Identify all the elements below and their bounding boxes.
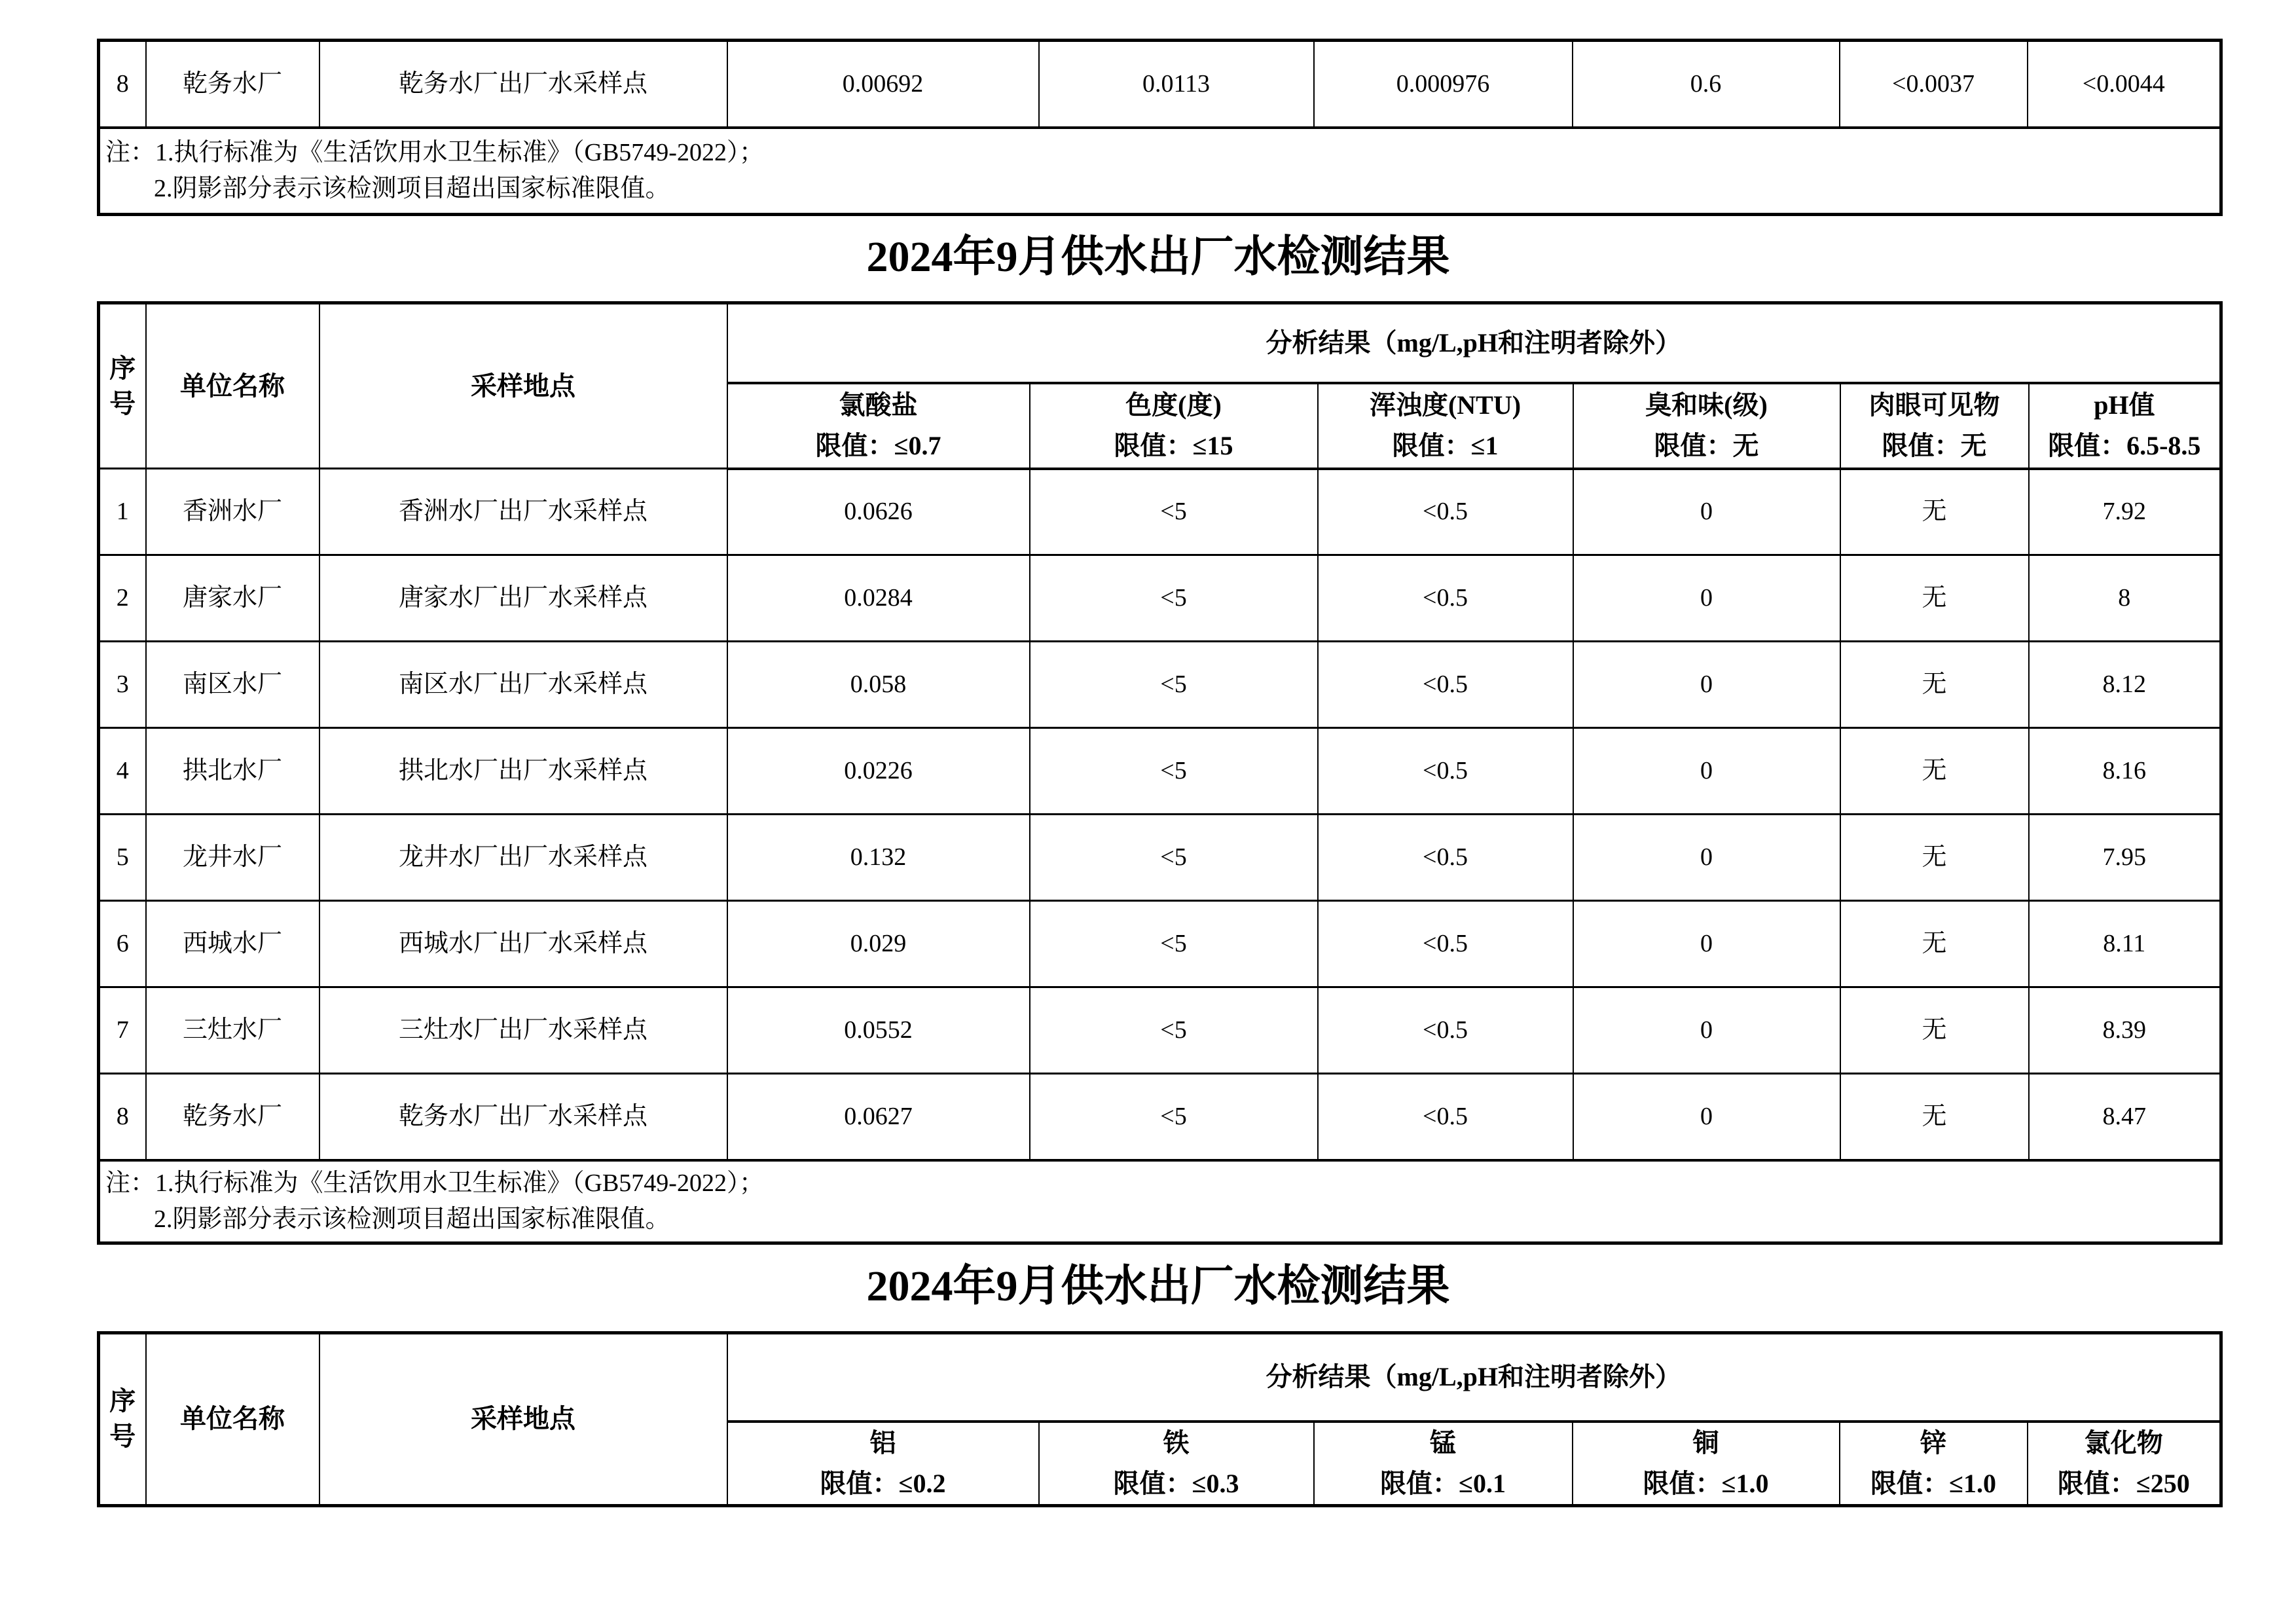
- param-header-color: [1030, 383, 1318, 469]
- param-limit: 限值：无: [1654, 431, 1759, 460]
- cell-value: 无: [1840, 555, 2029, 642]
- param-header-copper: [1573, 1422, 1840, 1506]
- cell-value: <0.5: [1318, 469, 1573, 555]
- cell-seq: 4: [99, 728, 146, 815]
- cell-unit: 拱北水厂: [146, 728, 319, 815]
- cell-value: 无: [1840, 1074, 2029, 1160]
- col-header-unit: 单位名称: [146, 303, 319, 469]
- page-title: 2024年9月供水出厂水检测结果: [866, 1262, 1450, 1310]
- page-title: 2024年9月供水出厂水检测结果: [866, 233, 1450, 281]
- param-name: 色度(度): [1125, 390, 1222, 420]
- param-name: 锌: [1920, 1427, 1946, 1458]
- param-header-iron: [1039, 1422, 1314, 1506]
- cell-location: 唐家水厂出厂水采样点: [319, 555, 727, 642]
- note-row: [99, 1160, 2221, 1243]
- cell-value: <5: [1030, 815, 1318, 901]
- cell-value: <5: [1030, 728, 1318, 815]
- param-limit: 限值：≤1: [1392, 431, 1499, 460]
- cell-value: 0.058: [727, 642, 1030, 728]
- cell-value: 0.0113: [1039, 41, 1314, 128]
- cell-unit: 三灶水厂: [146, 987, 319, 1074]
- param-limit: 限值：≤0.7: [815, 431, 941, 460]
- cell-value: <0.5: [1318, 1074, 1573, 1160]
- param-limit: 限值：≤1.0: [1870, 1468, 1996, 1498]
- cell-value: 无: [1840, 815, 2029, 901]
- note-line-2: 2.阴影部分表示该检测项目超出国家标准限值。: [154, 174, 670, 202]
- cell-value: 无: [1840, 728, 2029, 815]
- header-row-top: [99, 1333, 2221, 1422]
- cell-seq: 8: [99, 41, 146, 128]
- cell-value: 8.39: [2029, 987, 2221, 1074]
- cell-value: 0: [1573, 815, 1840, 901]
- param-header-chloride: [2028, 1422, 2221, 1506]
- param-name: 铝: [869, 1427, 896, 1458]
- cell-value: <0.5: [1318, 642, 1573, 728]
- cell-unit: 南区水厂: [146, 642, 319, 728]
- cell-seq: 6: [99, 901, 146, 987]
- cell-value: 0: [1573, 555, 1840, 642]
- cell-unit: 乾务水厂: [146, 41, 319, 128]
- cell-value: 8.11: [2029, 901, 2221, 987]
- cell-unit: 乾务水厂: [146, 1074, 319, 1160]
- header-row-top: [99, 303, 2221, 383]
- cell-location: 西城水厂出厂水采样点: [319, 901, 727, 987]
- note-line-1: 注：1.执行标准为《生活饮用水卫生标准》（GB5749-2022）；: [105, 1169, 764, 1197]
- table-row: [99, 41, 2221, 128]
- cell-seq: 5: [99, 815, 146, 901]
- param-name: pH值: [2094, 390, 2155, 420]
- notes-cell: [99, 1160, 2221, 1243]
- cell-value: 0.0627: [727, 1074, 1030, 1160]
- cell-unit: 香洲水厂: [146, 469, 319, 555]
- cell-value: 无: [1840, 987, 2029, 1074]
- cell-value: 0.000976: [1314, 41, 1573, 128]
- param-header-turbidity: [1318, 383, 1573, 469]
- cell-value: <5: [1030, 901, 1318, 987]
- cell-value: <0.5: [1318, 815, 1573, 901]
- cell-value: 8.47: [2029, 1074, 2221, 1160]
- cell-value: 0: [1573, 1074, 1840, 1160]
- cell-value: <0.5: [1318, 555, 1573, 642]
- col-header-location: 采样地点: [319, 1333, 727, 1506]
- param-name: 氯化物: [2084, 1427, 2163, 1458]
- table-row: [99, 1074, 2221, 1160]
- cell-value: 0: [1573, 987, 1840, 1074]
- cell-value: <0.0044: [2028, 41, 2221, 128]
- param-name: 铁: [1163, 1427, 1190, 1458]
- cell-value: 7.92: [2029, 469, 2221, 555]
- param-name: 臭和味(级): [1645, 390, 1768, 420]
- cell-unit: 西城水厂: [146, 901, 319, 987]
- notes-cell: [99, 128, 2221, 215]
- param-name: 浑浊度(NTU): [1369, 390, 1522, 420]
- cell-value: 0: [1573, 728, 1840, 815]
- cell-location: 龙井水厂出厂水采样点: [319, 815, 727, 901]
- col-header-location: 采样地点: [319, 303, 727, 469]
- cell-seq: 8: [99, 1074, 146, 1160]
- cell-seq: 7: [99, 987, 146, 1074]
- cell-value: 7.95: [2029, 815, 2221, 901]
- table-row: [99, 469, 2221, 555]
- cell-value: 0.0226: [727, 728, 1030, 815]
- cell-value: 0.00692: [727, 41, 1039, 128]
- notes-block: [100, 131, 2219, 211]
- cell-value: <0.5: [1318, 728, 1573, 815]
- param-header-odor: [1573, 383, 1840, 469]
- cell-value: 无: [1840, 469, 2029, 555]
- cell-seq: 2: [99, 555, 146, 642]
- col-header-analysis: 分析结果（mg/L,pH和注明者除外）: [727, 1333, 2221, 1422]
- cell-value: 8.12: [2029, 642, 2221, 728]
- param-name: 肉眼可见物: [1868, 390, 2000, 420]
- cell-value: 0: [1573, 469, 1840, 555]
- col-header-seq: 序号: [99, 1333, 146, 1506]
- param-limit: 限值：≤15: [1114, 431, 1233, 460]
- col-header-analysis: 分析结果（mg/L,pH和注明者除外）: [727, 303, 2221, 383]
- cell-value: <5: [1030, 469, 1318, 555]
- table-main: [97, 301, 2223, 1245]
- cell-value: 0.132: [727, 815, 1030, 901]
- cell-value: <5: [1030, 987, 1318, 1074]
- cell-value: 0.6: [1573, 41, 1840, 128]
- table-row: [99, 901, 2221, 987]
- cell-value: <5: [1030, 555, 1318, 642]
- param-limit: 限值：≤0.1: [1380, 1468, 1506, 1498]
- table-row: [99, 642, 2221, 728]
- note-line-2: 2.阴影部分表示该检测项目超出国家标准限值。: [154, 1205, 670, 1233]
- cell-seq: 3: [99, 642, 146, 728]
- param-header-chlorate: [727, 383, 1030, 469]
- cell-value: 8: [2029, 555, 2221, 642]
- cell-unit: 龙井水厂: [146, 815, 319, 901]
- cell-value: 无: [1840, 901, 2029, 987]
- param-header-manganese: [1314, 1422, 1573, 1506]
- table-row: [99, 555, 2221, 642]
- param-header-aluminum: [727, 1422, 1039, 1506]
- notes-block: [100, 1162, 2219, 1241]
- param-limit: 限值：≤0.3: [1113, 1468, 1239, 1498]
- cell-location: 乾务水厂出厂水采样点: [319, 1074, 727, 1160]
- cell-value: 0: [1573, 901, 1840, 987]
- cell-location: 拱北水厂出厂水采样点: [319, 728, 727, 815]
- table-row: [99, 815, 2221, 901]
- cell-location: 三灶水厂出厂水采样点: [319, 987, 727, 1074]
- col-header-seq: 序号: [99, 303, 146, 469]
- cell-unit: 唐家水厂: [146, 555, 319, 642]
- cell-value: 0.029: [727, 901, 1030, 987]
- param-limit: 限值：≤0.2: [820, 1468, 946, 1498]
- param-limit: 限值：≤250: [2057, 1468, 2190, 1498]
- cell-location: 乾务水厂出厂水采样点: [319, 41, 727, 128]
- cell-value: 0.0284: [727, 555, 1030, 642]
- table-partial-bottom: [97, 1331, 2223, 1507]
- note-row: [99, 128, 2221, 215]
- cell-value: 0.0626: [727, 469, 1030, 555]
- table-partial-top: [97, 39, 2223, 216]
- param-name: 铜: [1692, 1427, 1719, 1458]
- param-limit: 限值：6.5-8.5: [2048, 431, 2201, 460]
- param-header-zinc: [1840, 1422, 2028, 1506]
- cell-location: 南区水厂出厂水采样点: [319, 642, 727, 728]
- param-limit: 限值：无: [1882, 431, 1987, 460]
- cell-value: 0: [1573, 642, 1840, 728]
- cell-value: 无: [1840, 642, 2029, 728]
- param-header-ph: [2029, 383, 2221, 469]
- cell-value: <5: [1030, 1074, 1318, 1160]
- cell-value: <5: [1030, 642, 1318, 728]
- param-name: 锰: [1430, 1427, 1456, 1458]
- cell-value: 8.16: [2029, 728, 2221, 815]
- col-header-unit: 单位名称: [146, 1333, 319, 1506]
- cell-seq: 1: [99, 469, 146, 555]
- cell-value: 0.0552: [727, 987, 1030, 1074]
- cell-location: 香洲水厂出厂水采样点: [319, 469, 727, 555]
- cell-value: <0.5: [1318, 987, 1573, 1074]
- cell-value: <0.0037: [1840, 41, 2028, 128]
- param-header-visible: [1840, 383, 2029, 469]
- table-row: [99, 987, 2221, 1074]
- param-limit: 限值：≤1.0: [1643, 1468, 1769, 1498]
- table-row: [99, 728, 2221, 815]
- cell-value: <0.5: [1318, 901, 1573, 987]
- note-line-1: 注：1.执行标准为《生活饮用水卫生标准》（GB5749-2022）；: [105, 138, 764, 166]
- param-name: 氯酸盐: [839, 390, 918, 420]
